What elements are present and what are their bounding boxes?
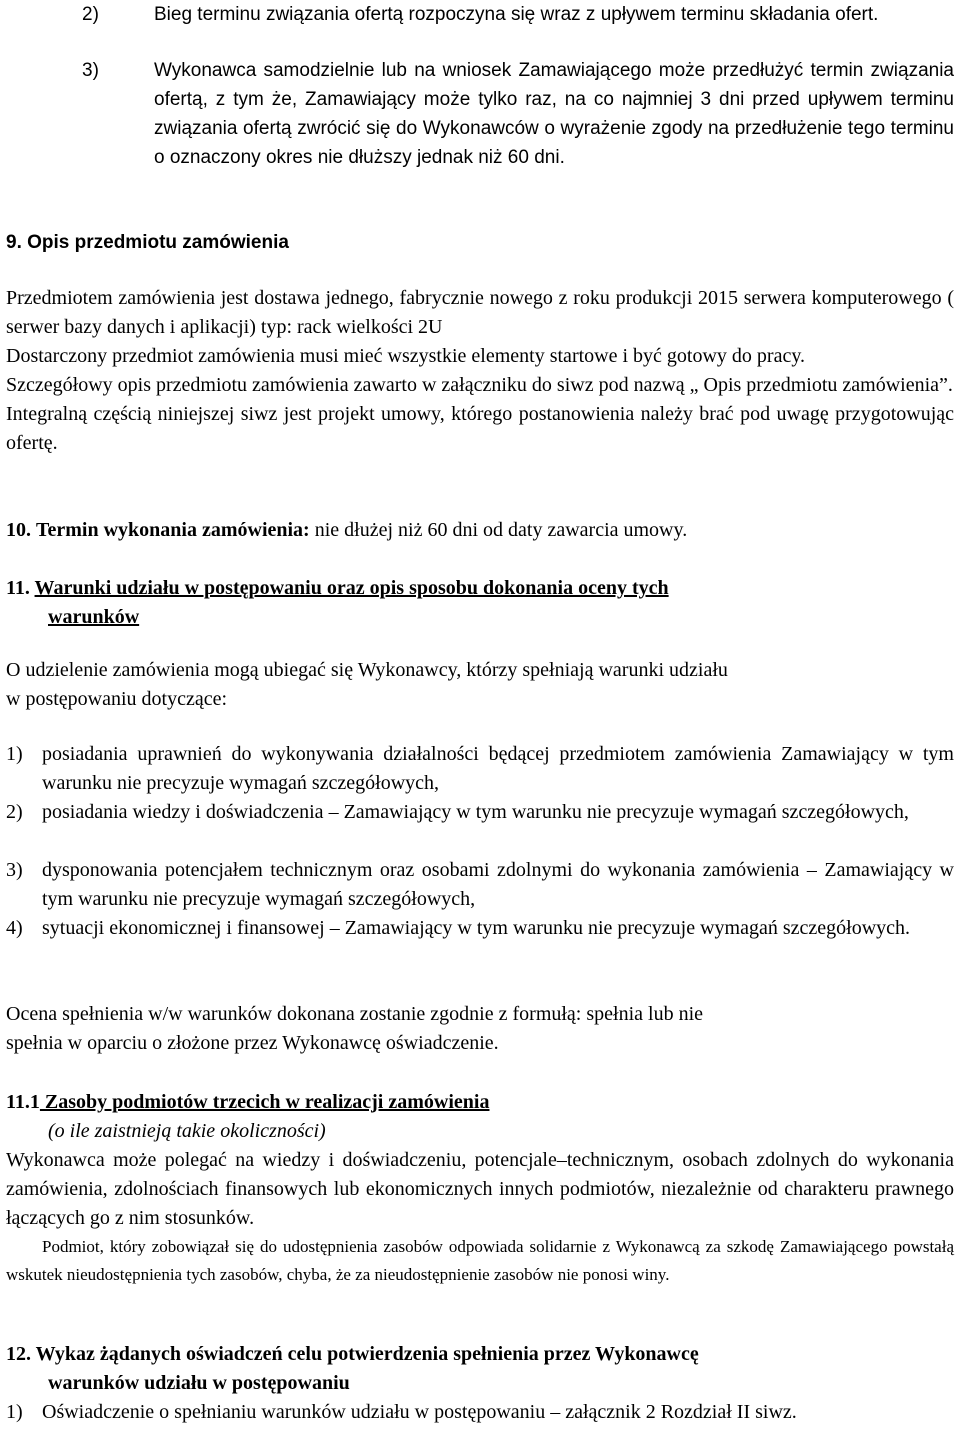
paragraph: Przedmiotem zamówienia jest dostawa jednego, fabrycznie nowego z roku produkcji 2015 serwera komputerowego ( serwer bazy danych i aplikacji) typ: rack wielkości 2U bbox=[6, 287, 954, 338]
section-9-body bbox=[6, 284, 954, 458]
list-item-text: dysponowania potencjałem technicznym oraz osobami zdolnymi do wykonania zamówienia – Zamawiający w tym warunku nie precyzuje wymagań szczegółowych, bbox=[42, 859, 954, 910]
section-9-heading: 9. Opis przedmiotu zamówienia bbox=[6, 232, 289, 253]
paragraph-line: Ocena spełnienia w/w warunków dokonana zostanie zgodnie z formułą: spełnia lub nie bbox=[6, 1003, 704, 1025]
heading-text: warunków udziału w postępowaniu bbox=[48, 1372, 350, 1394]
list-item-number: 1) bbox=[6, 743, 23, 765]
heading-text: warunków bbox=[48, 606, 140, 628]
intro-list-item bbox=[6, 0, 954, 29]
list-item-text: posiadania uprawnień do wykonywania działalności będącej przedmiotem zamówienia Zamawiający w tym warunku nie precyzuje wymagań szczegółowych, bbox=[42, 743, 954, 794]
list-item-number: 3) bbox=[82, 60, 99, 81]
section-11-1-note: (o ile zaistnieją takie okoliczności) bbox=[48, 1120, 326, 1142]
section-11-1-paragraph-small: Podmiot, który zobowiązał się do udostępnienia zasobów odpowiada solidarnie z Wykonawcą za szkodę Zamawiającego powstałą wskutek nieudostępnienia tych zasobów, chyba, że za nieudostępnienie zasobów nie ponosi winy. bbox=[6, 1237, 954, 1284]
section-11-intro bbox=[6, 656, 954, 714]
section-11-heading bbox=[6, 574, 954, 632]
condition-item bbox=[6, 740, 954, 798]
section-10 bbox=[6, 516, 954, 545]
section-11-1-heading bbox=[6, 1088, 954, 1117]
list-item-text: Bieg terminu związania ofertą rozpoczyna się wraz z upływem terminu składania ofert. bbox=[154, 4, 879, 25]
list-item-text: Oświadczenie o spełnianiu warunków udziału w postępowaniu – załącznik 2 Rozdział II siwz. bbox=[42, 1401, 797, 1423]
section-number: 11. bbox=[6, 577, 30, 599]
section-12-heading bbox=[6, 1340, 954, 1398]
section-text: nie dłużej niż 60 dni od daty zawarcia umowy. bbox=[309, 519, 688, 541]
list-item-text: Wykonawca samodzielnie lub na wniosek Zamawiającego może przedłużyć termin związania ofertą, z tym że, Zamawiający może tylko raz, na co najmniej 3 dni przed upływem terminu związania ofertą zwrócić się do Wykonawców o wyrażenie zgody na przedłużenie tego terminu o oznaczony okres nie dłuższy jednak niż 60 dni. bbox=[154, 60, 954, 168]
paragraph: Szczegółowy opis przedmiotu zamówienia zawarto w załączniku do siwz pod nazwą „ Opis przedmiotu zamówienia”. bbox=[6, 374, 953, 396]
condition-item bbox=[6, 856, 954, 914]
intro-list-item bbox=[6, 56, 954, 172]
statement-item bbox=[6, 1398, 954, 1427]
section-number: 11.1 bbox=[6, 1091, 40, 1113]
list-item-text: sytuacji ekonomicznej i finansowej – Zamawiający w tym warunku nie precyzuje wymagań szczegółowych. bbox=[42, 917, 911, 939]
list-item-number: 2) bbox=[82, 4, 99, 25]
list-item-number: 3) bbox=[6, 859, 23, 881]
list-item-text: posiadania wiedzy i doświadczenia – Zamawiający w tym warunku nie precyzuje wymagań szczegółowych, bbox=[42, 801, 909, 823]
heading-text: Warunki udziału w postępowaniu oraz opis sposobu dokonania oceny tych bbox=[34, 577, 669, 599]
paragraph-line: w postępowaniu dotyczące: bbox=[6, 688, 228, 710]
section-number: 12. bbox=[6, 1343, 31, 1365]
list-item-number: 2) bbox=[6, 801, 23, 823]
paragraph: Dostarczony przedmiot zamówienia musi mieć wszystkie elementy startowe i być gotowy do pracy. bbox=[6, 345, 806, 367]
heading-text: Wykaz żądanych oświadczeń celu potwierdzenia spełnienia przez Wykonawcę bbox=[35, 1343, 699, 1365]
assessment-paragraph bbox=[6, 1000, 954, 1058]
section-11-1-paragraph: Wykonawca może polegać na wiedzy i doświadczeniu, potencjale–technicznym, osobach zdolnych do wykonania zamówienia, zdolnościach finansowych lub ekonomicznych innych podmiotów, niezależnie od charakteru prawnego łączących go z nim stosunków. bbox=[6, 1149, 954, 1229]
paragraph: Integralną częścią niniejszej siwz jest projekt umowy, którego postanowienia należy brać pod uwagę przygotowując ofertę. bbox=[6, 403, 954, 454]
list-item-number: 1) bbox=[6, 1401, 23, 1423]
list-item-number: 4) bbox=[6, 917, 23, 939]
heading-text: Zasoby podmiotów trzecich w realizacji zamówienia bbox=[39, 1091, 490, 1113]
paragraph-line: O udzielenie zamówienia mogą ubiegać się Wykonawcy, którzy spełniają warunki udziału bbox=[6, 659, 728, 681]
condition-item bbox=[6, 798, 954, 827]
section-number: 10. bbox=[6, 519, 31, 541]
section-label: Termin wykonania zamówienia: bbox=[36, 519, 310, 541]
condition-item bbox=[6, 914, 954, 943]
paragraph-line: spełnia w oparciu o złożone przez Wykonawcę oświadczenie. bbox=[6, 1032, 499, 1054]
